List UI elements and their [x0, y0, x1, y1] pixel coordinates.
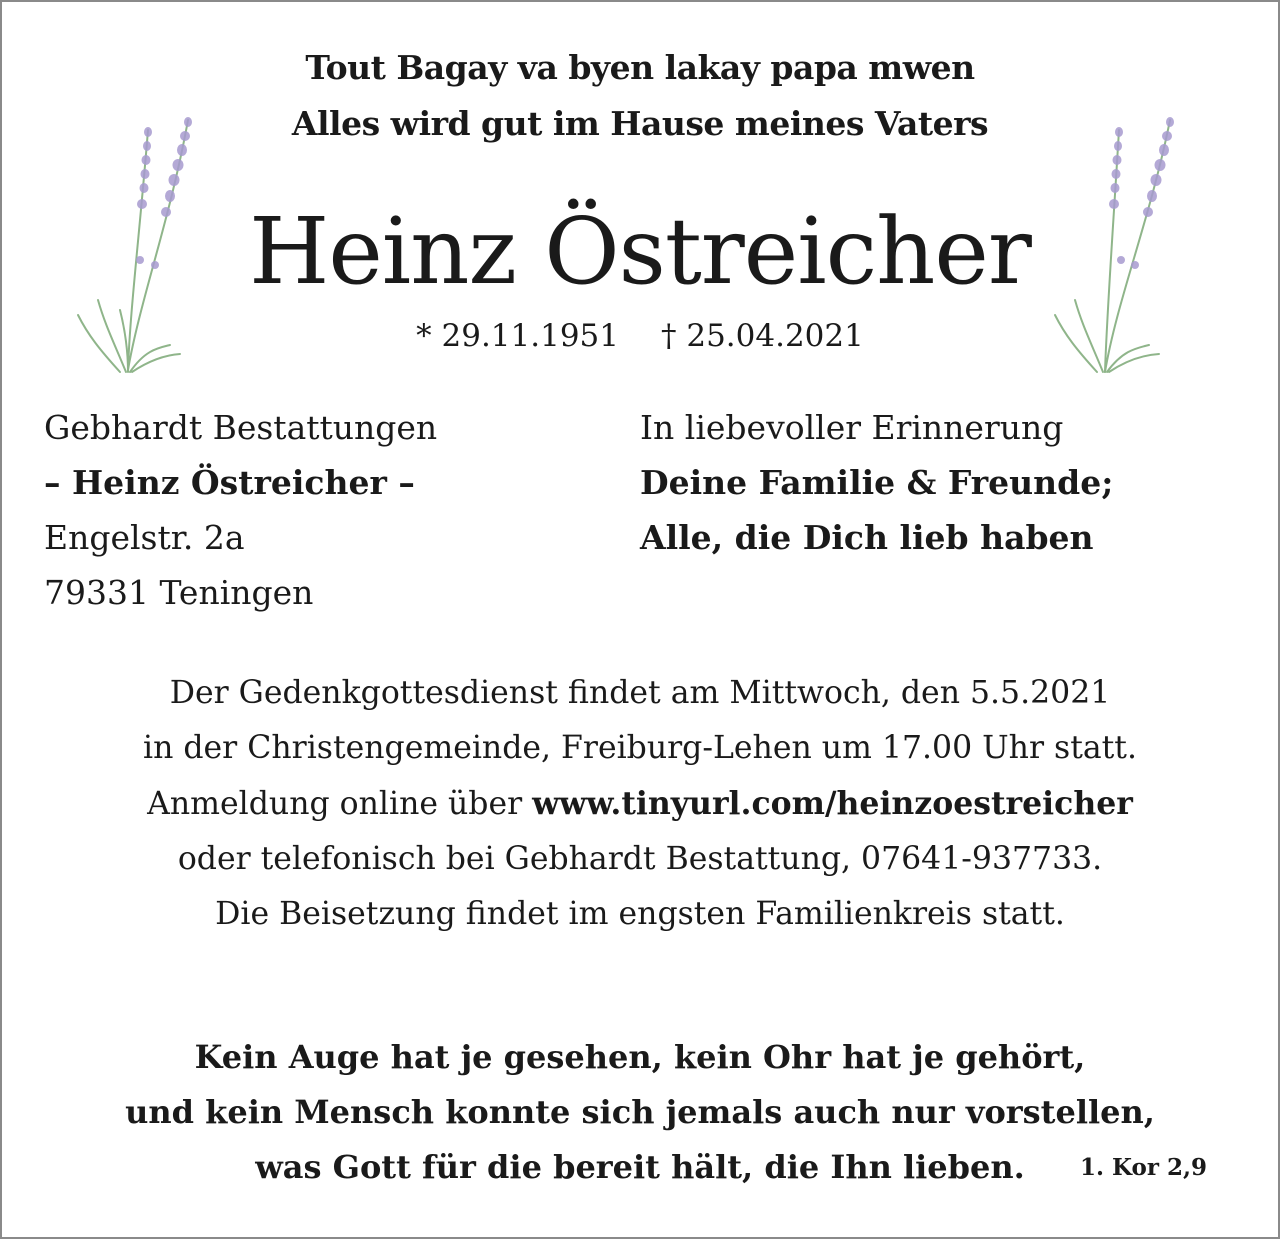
mourners-intro: In liebevoller Erinnerung — [640, 408, 1064, 447]
deceased-name: Heinz Östreicher — [249, 198, 1031, 305]
mourners-line-2: Alle, die Dich lieb haben — [640, 518, 1094, 557]
undertaker-company: Gebhardt Bestattungen — [44, 408, 438, 447]
mourners-block — [640, 400, 1113, 565]
service-line-1: Der Gedenkgottesdienst findet am Mittwoch, den 5.5.2021 — [169, 675, 1111, 711]
verse-line-3: was Gott für die bereit hält, die Ihn lieben. — [255, 1148, 1025, 1186]
motto-line-2: Alles wird gut im Hause meines Vaters — [291, 104, 989, 143]
verse-line-2: und kein Mensch konnte sich jemals auch nur vorstellen, — [125, 1093, 1155, 1131]
service-line-2: in der Christengemeinde, Freiburg-Lehen um 17.00 Uhr statt. — [143, 730, 1137, 766]
undertaker-block — [44, 400, 437, 620]
service-info — [0, 666, 1280, 942]
service-line-4: oder telefonisch bei Gebhardt Bestattung, 07641-937733. — [177, 841, 1103, 877]
birth-date: * 29.11.1951 — [416, 318, 619, 354]
registration-url-link[interactable]: www.tinyurl.com/heinzoestreicher — [532, 785, 1133, 822]
service-registration-text: Anmeldung online über — [147, 786, 533, 822]
service-line-5: Die Beisetzung findet im engsten Familienkreis statt. — [215, 896, 1065, 932]
service-line-3 — [0, 776, 1280, 832]
undertaker-street: Engelstr. 2a — [44, 518, 245, 557]
undertaker-contact: – Heinz Östreicher – — [44, 463, 415, 502]
verse-line-1: Kein Auge hat je gesehen, kein Ohr hat je gehört, — [194, 1038, 1086, 1076]
undertaker-city: 79331 Teningen — [44, 573, 314, 612]
motto-line-1: Tout Bagay va byen lakay papa mwen — [305, 48, 975, 87]
death-date: † 25.04.2021 — [661, 318, 864, 354]
verse-reference: 1. Kor 2,9 — [1080, 1154, 1207, 1181]
life-dates — [0, 318, 1280, 354]
mourners-line-1: Deine Familie & Freunde; — [640, 463, 1114, 502]
